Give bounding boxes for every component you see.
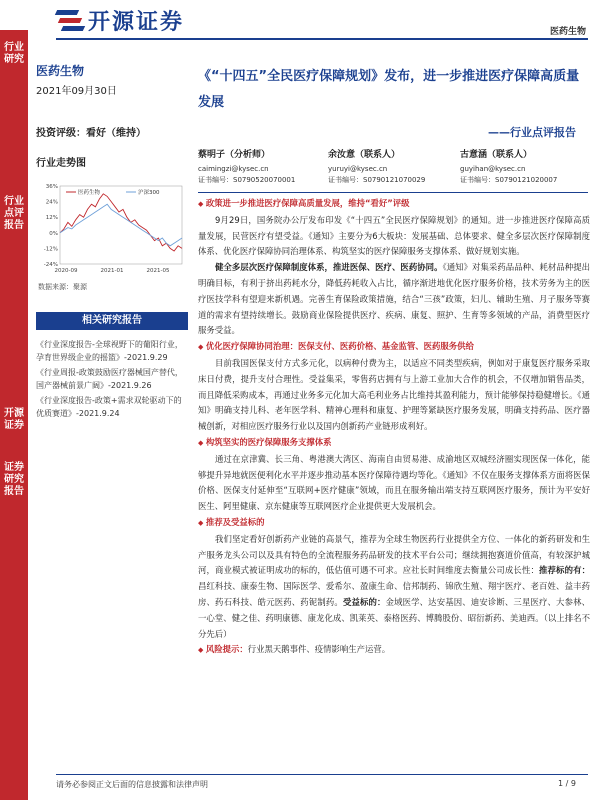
investment-rating: 投资评级：看好（维持） [36,128,146,139]
logo [56,4,184,36]
report-title: 《“十四五”全民医疗保障规划》发布，进一步推进医疗保障高质量发展 [198,69,580,110]
paragraph-lead: 受益标的： [342,596,386,607]
analyst-block [198,150,590,190]
section-heading: ◆ 构筑坚实的医疗保障服务支撑体系 [198,435,590,452]
analyst-divider [198,192,588,193]
analyst-email[interactable]: yuruyi@kysec.cn [328,165,388,173]
y-tick-label: 36% [45,184,58,190]
y-tick-label: -12% [43,246,58,253]
side-bar [0,30,28,800]
series-line [60,194,182,251]
x-tick-label: 2020-09 [54,268,78,274]
analyst-card [328,150,458,186]
analyst-email[interactable]: guyihan@kysec.cn [460,165,526,173]
header-category: 医药生物 [549,27,586,37]
logo-text: 开源证券 [88,9,185,35]
section-heading: ◆ 风险提示： [198,644,248,654]
legend-label: 医药生物 [78,190,101,196]
analyst-cert: 证书编号：S0790520070001 [198,176,296,184]
body-paragraph: 通过在京津冀、长三角、粤港澳大湾区、海南自由贸易港、成渝地区双城经济圈实现医保一体化，能够提升异地就医便利化水平并逐步推动基本医疗保障待遇均等化。《通知》不仅在服务支撑体系方面将医保价格、医保支付延伸至“互联网+医疗健康”领域，而且在服务输出端支持互联网医疗服务，预计为平安好医生、阿里健康、京东健康等互联网医疗企业提供更大发展机会。 [198,453,590,512]
body-paragraph [198,642,590,659]
analyst-card [198,150,328,186]
paragraph-text: 金域医学、达安基因、迪安诊断、三星医疗、大参林、一心堂、健之佳、药明康德、康龙化成、凯莱英、泰格医药、博腾股份、昭衍新药、美迪西。（以上排名不分先后） [198,596,591,639]
paragraph-lead: 健全多层次医疗保障制度体系，推进医保、医疗、医药协同。 [215,262,443,273]
report-subtitle: ——行业点评报告 [488,126,576,139]
logo-mark-icon [56,8,82,32]
y-tick-label: -24% [43,262,58,268]
paragraph-text: 行业黑天鹅事件、疫情影响生产运营。 [247,644,391,655]
side-text-industry-research: 行业研究 [4,42,24,65]
paragraph-lead: 推荐标的有： [539,565,590,576]
section-heading: ◆ 推荐及受益标的 [198,515,590,532]
footer-divider [56,774,588,775]
related-reports-title: 相关研究报告 [36,312,188,330]
header-divider [56,38,588,40]
page-number: 1 / 9 [558,779,576,788]
body-paragraph: 9月29日，国务院办公厅发布印发《“十四五”全民医疗保障规划》的通知。进一步推进医疗保障高质量发展，民营医疗有望受益。《通知》主要分为6大板块：发展基础、总体要求、健全多层次医疗保障制度体系、优化医疗保障协同治理体系、构筑坚实的医疗保障服务支撑体系、做好规划实施。 [198,214,590,257]
section-heading: ◆ 政策进一步推进医疗保障高质量发展，维持“看好”评级 [198,196,590,213]
side-text-report-type: 行业点评报告 [4,196,24,231]
legend-label: 沪深300 [138,190,160,196]
analyst-email[interactable]: caimingzi@kysec.cn [198,165,269,173]
analyst-name: 古意涵（联系人） [460,150,533,160]
y-tick-label: 24% [45,199,58,206]
paragraph-text: 《通知》对集采药品品种、耗材品种提出明确目标，有利于挤出药耗水分，降低药耗收入占比，循序渐进地优化医疗服务价格，技术劳务为主的医疗医技学科有望迎来新机遇。完善生育保险政策措施，结合“三孩”政策，妇儿、辅助生殖、月子服务等赛道的需求有望持续增长。鼓励商业保险提供医疗、疾病、康复、照护、生育等多领域的产品，消费型医疗服务受益。 [198,262,590,336]
y-tick-label: 0% [49,230,58,237]
analyst-name: 蔡明子（分析师） [198,150,271,160]
trend-chart [36,172,186,282]
sector-name: 医药生物 [36,64,85,78]
related-report-item[interactable]: 《行业深度报告-政策+需求双轮驱动下的优质赛道》-2021.9.24 [36,396,182,418]
x-tick-label: 2021-01 [100,268,124,274]
analyst-cert: 证书编号：S0790121070029 [328,176,426,184]
chart-source: 数据来源：聚源 [38,283,87,291]
side-text-company: 开源证券 [4,408,24,431]
report-date: 2021年09月30日 [36,86,117,97]
body-paragraph [198,532,590,643]
page-header [0,0,600,42]
analyst-card [460,150,590,186]
paragraph-text: 昌红科技、康泰生物、国际医学、爱希尔、盈康生命、信邦制药、锦欣生殖、翔宇医疗、老百姓、益丰药房、药石科技、皓元医药、药铌制药。 [198,581,590,607]
trend-chart-title: 行业走势图 [36,158,86,169]
section-heading: ◆ 优化医疗保障协同治理：医保支付、医药价格、基金监管、医药服务供给 [198,339,590,356]
analyst-cert: 证书编号：S0790121020007 [460,176,558,184]
related-report-item[interactable]: 《行业深度报告-全球视野下的葡阳行业，孕育世界级企业的摇篮》-2021.9.29 [36,340,183,362]
footer-disclaimer: 请务必参阅正文后面的信息披露和法律声明 [56,780,208,789]
analyst-name: 余汝意（联系人） [328,150,401,160]
y-tick-label: 12% [45,215,58,222]
related-reports-list [36,338,188,422]
related-report-item[interactable]: 《行业周报-政策鼓励医疗器械国产替代，国产器械前景广阔》-2021.9.26 [36,368,183,390]
chart-frame [60,186,182,264]
body-paragraph [198,260,590,339]
body-paragraph: 目前我国医保支付方式多元化，以病种付费为主，以适应不同类型疾病，例如对于康复医疗服务采取床日付费，提升支付合理性。受益集采，零售药店拥有与上游工业加大合作的机会，不仅增加销售品类，而且降低采购成本，再通过业务多元化加大高毛利业务占比维持其盈利能力，预计能够保持稳健增长。《通知》明确支持儿科、老年医学科、精神心理科和康复、护理等紧缺医疗服务发展，明确支持药品、医疗器械创新，对相应医疗服务行业以及国内创新药产业链形成利好。 [198,357,590,432]
side-text-securities-report: 证券研究报告 [4,462,24,497]
report-body [198,196,590,659]
paragraph-text: 我们坚定看好创新药产业链的高景气，推荐为全球生物医药行业提供全方位、一体化的新药研发和生产服务龙头公司以及具有特色的全流程服务药品研发的技术平台公司；继续拥抱赛道价值高，有较深护城河，商业模式被证明成功的标的，低估值可遇不可求。应社长时间维度去衡量公司成长性： [198,533,590,576]
x-tick-label: 2021-05 [146,268,170,274]
